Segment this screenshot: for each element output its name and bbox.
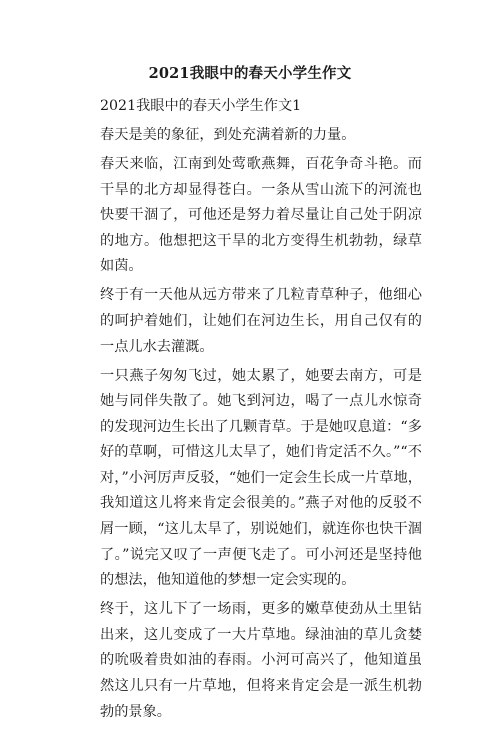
document-title: 2021我眼中的春天小学生作文 bbox=[148, 65, 352, 82]
paragraph: 终于，这儿下了一场雨，更多的嫩草使劲从土里钻出来，这儿变成了一大片草地。绿油油的草儿贪婪的吮吸着贵如油的春雨。小河可高兴了，他知道虽然这儿只有一片草地，但将来肯定会是一派生机勃勃的景象。 bbox=[100, 601, 422, 720]
paragraph: 春天是美的象征，到处充满着新的力量。 bbox=[100, 126, 356, 143]
paragraph: 一只燕子匆匆飞过，她太累了，她要去南方，可是她与同伴失散了。她飞到河边，喝了一点儿水惊奇的发现河边生长出了几颗青草。于是她叹息道：“多好的草啊，可惜这儿太旱了，她们肯定活不久。”“不对，”小河厉声反驳，“她们一定会生长成一片草地，我知道这儿将来肯定会很美的。”燕子对他的反驳不屑一顾，“这儿太旱了，别说她们，就连你也快干涸了。”说完又叹了一声便飞走了。可小河还是坚持他的想法，他知道他的梦想一定会实现的。 bbox=[100, 367, 422, 589]
paragraph-subtitle: 2021我眼中的春天小学生作文1 bbox=[100, 98, 302, 114]
paragraph: 春天来临，江南到处莺歌燕舞，百花争奇斗艳。而干旱的北方却显得苍白。一条从雪山流下的河流也快要干涸了，可他还是努力着尽量让自己处于阴凉的地方。他想把这干旱的北方变得生机勃勃，绿草如茵。 bbox=[100, 155, 422, 275]
document-body bbox=[100, 94, 422, 729]
paragraph: 终于有一天他从远方带来了几粒青草种子，他细心的呵护着她们，让她们在河边生长，用自己仅有的一点儿水去灌溉。 bbox=[100, 287, 422, 355]
